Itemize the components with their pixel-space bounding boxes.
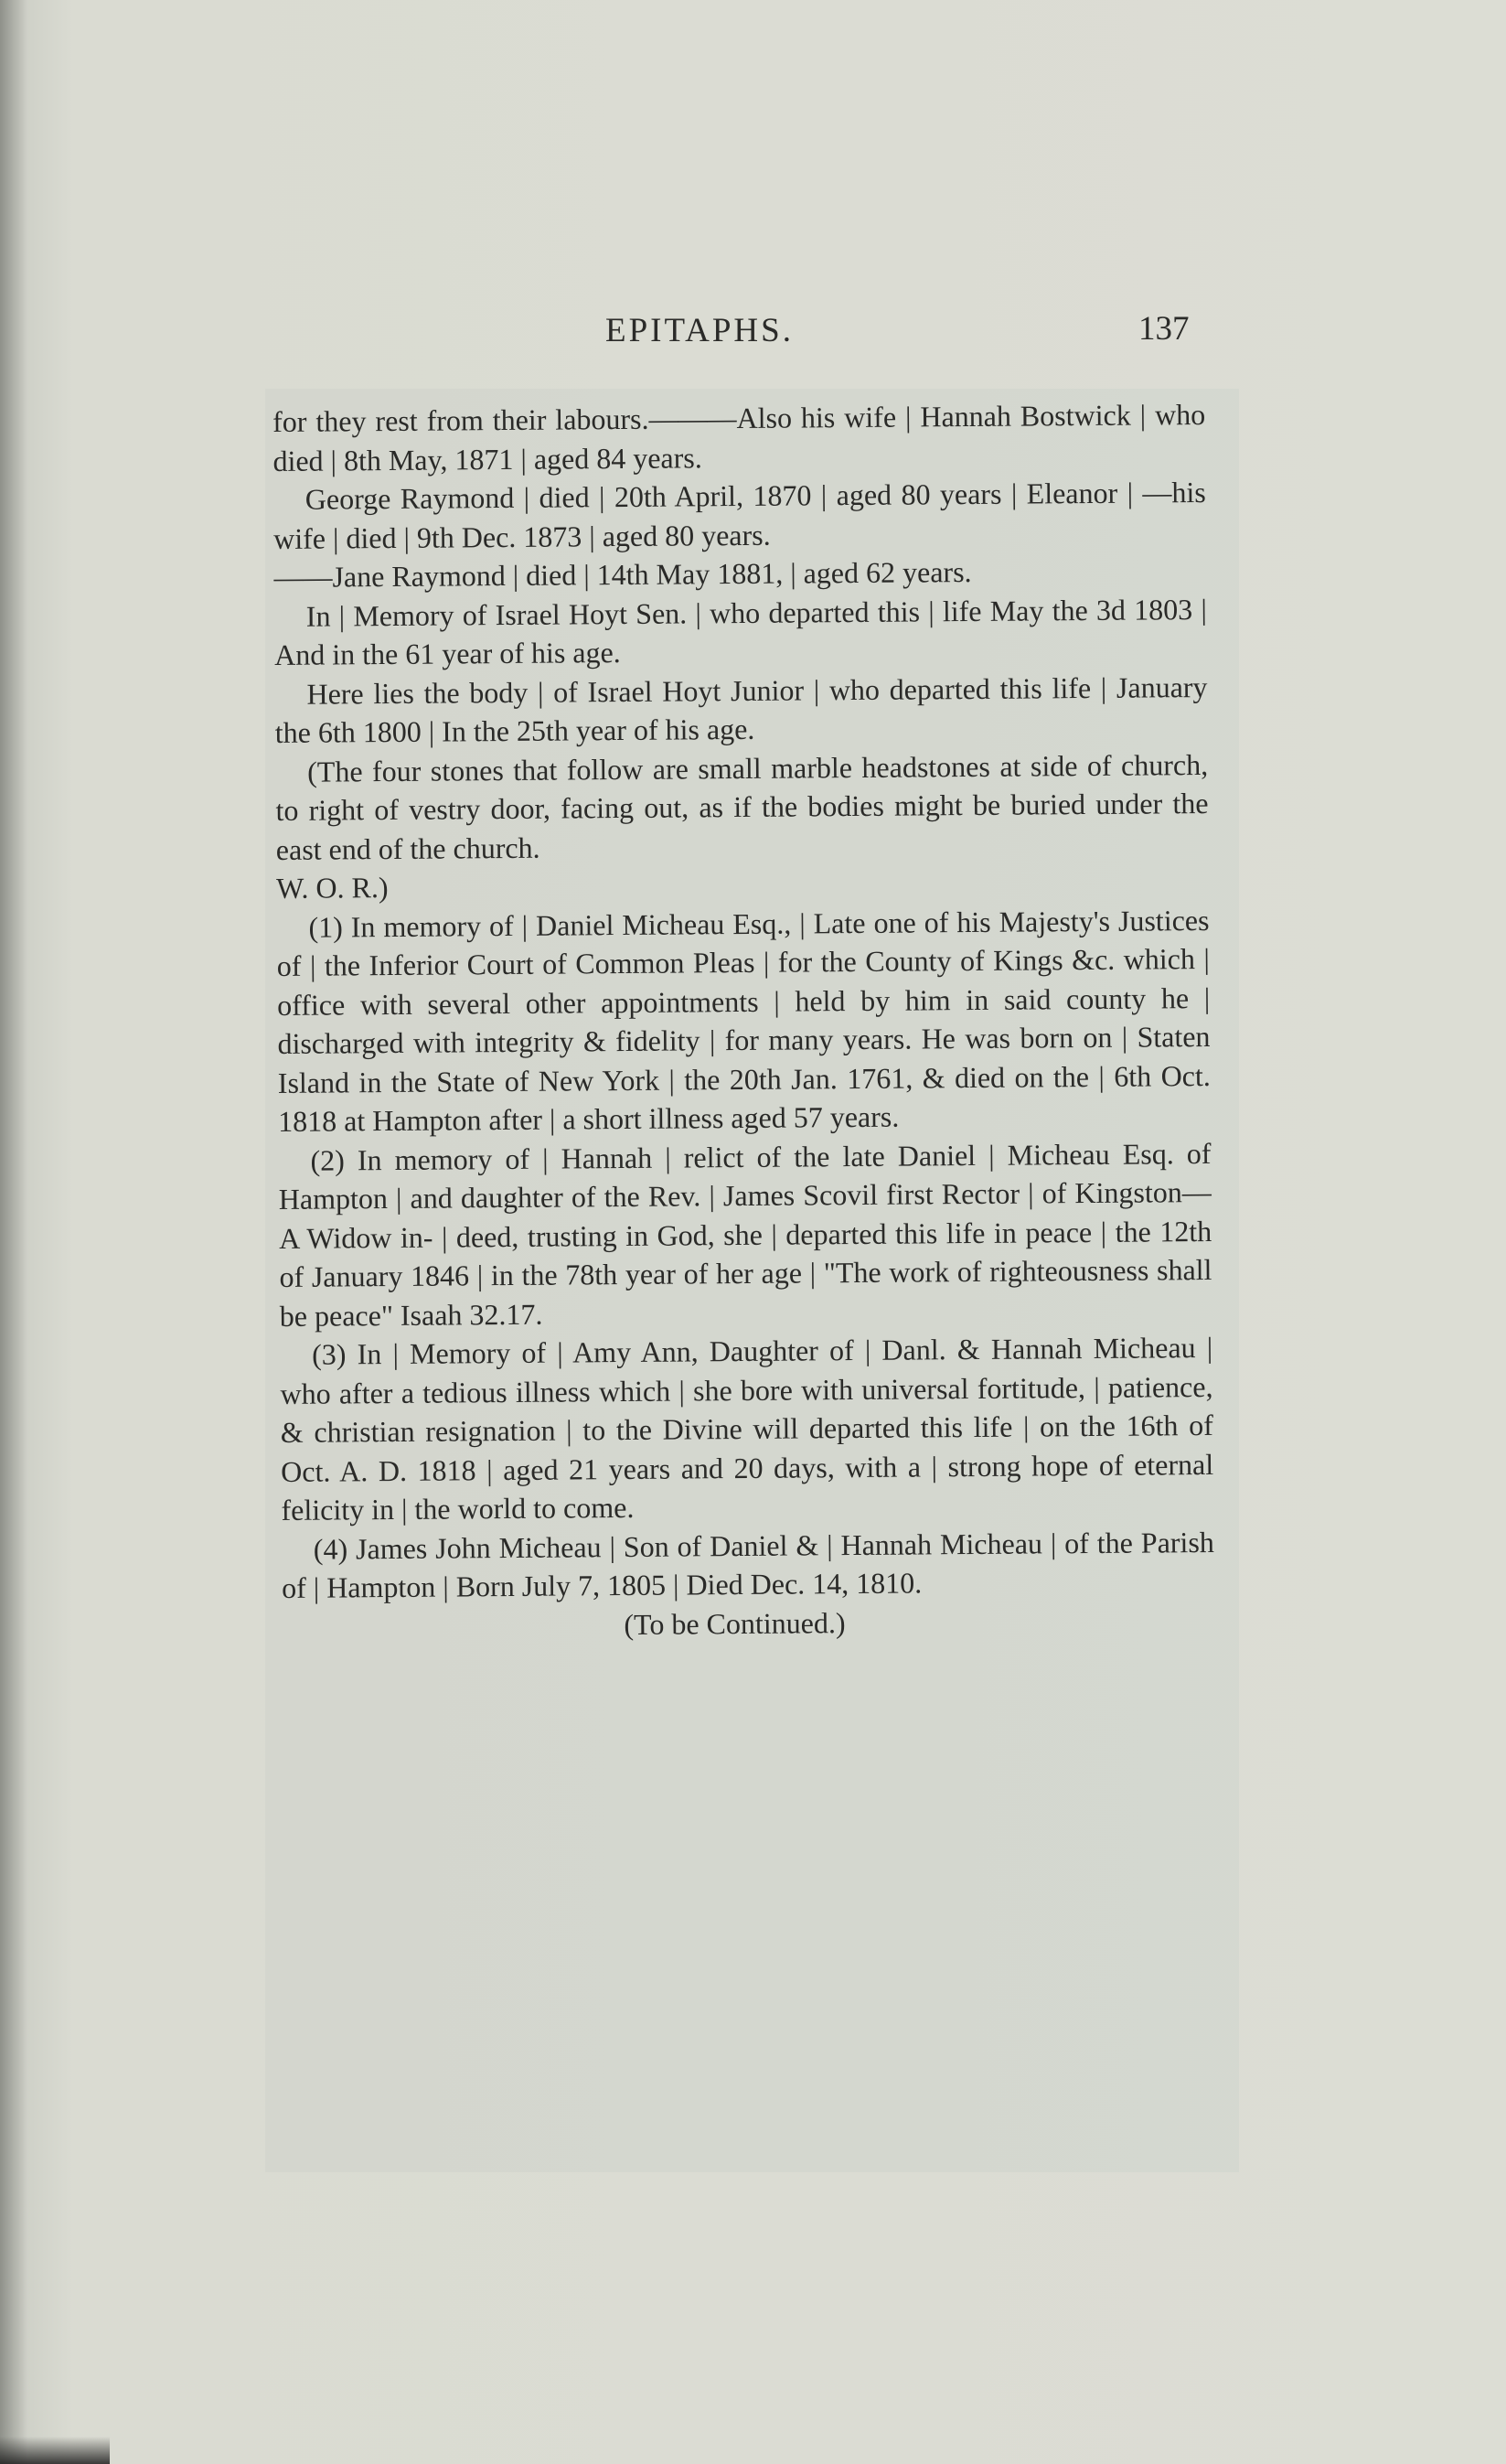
paragraph: In | Memory of Israel Hoyt Sen. | who departed this | life May the 3d 1803 | And in the 61 year of his age. [274, 592, 1207, 671]
body-text [272, 395, 1215, 1646]
continued-note: (To be Continued.) [624, 1605, 846, 1641]
paragraph: (3) In | Memory of | Amy Ann, Daughter of | Danl. & Hannah Micheau | who after a tedious illness which | she bore with universal fortitude, | patience, & christian resignation | to the Divine will departed this life | on the 16th of Oct. A. D. 1818 | aged 21 years and 20 days, with a | strong hope of eternal felicity in | the world to come. [280, 1330, 1214, 1527]
paragraph: ——Jane Raymond | died | 14th May 1881, | aged 62 years. [273, 555, 972, 594]
paragraph: Here lies the body | of Israel Hoyt Junior | who departed this life | January the 6th 1800 | In the 25th year of his age. [274, 670, 1208, 749]
paragraph: W. O. R.) [276, 871, 389, 905]
paragraph: George Raymond | died | 20th April, 1870 | aged 80 years | Eleanor | —his wife | died | 9th Dec. 1873 | aged 80 years. [273, 475, 1206, 555]
paragraph: (The four stones that follow are small marble headstones at side of church, to right of vestry door, facing out, as if the bodies might be buried under the east end of the church. [275, 747, 1209, 866]
running-head: EPITAPHS. [605, 312, 794, 349]
paragraph: (4) James John Micheau | Son of Daniel & | Hannah Micheau | of the Parish of | Hampton | Born July 7, 1805 | Died Dec. 14, 1810. [282, 1525, 1214, 1604]
page-number: 137 [1138, 310, 1190, 348]
paragraph: (2) In memory of | Hannah | relict of the late Daniel | Micheau Esq. of Hampton | and daughter of the Rev. | James Scovil first Rector | of Kingston—A Widow in- | deed, trusting in God, she | departed this life in peace | the 12th of January 1846 | in the 78th year of her age | "The work of righteousness shall be peace" Isaah 32.17. [278, 1136, 1212, 1333]
page-corner-shadow [0, 2437, 110, 2464]
paragraph: for they rest from their labours.———Also his wife | Hannah Bostwick | who died | 8th May, 1871 | aged 84 years. [272, 397, 1206, 477]
book-spine-shadow [0, 0, 27, 2464]
paragraph: (1) In memory of | Daniel Micheau Esq., | Late one of his Majesty's Justices of | the Inferior Court of Common Pleas | for the County of Kings &c. which | office with several other appointments | held by him in said county he | discharged with integrity & fidelity | for many years. He was born on | Staten Island in the State of New York | the 20th Jan. 1761, & died on the | 6th Oct. 1818 at Hampton after | a short illness aged 57 years. [276, 903, 1211, 1138]
